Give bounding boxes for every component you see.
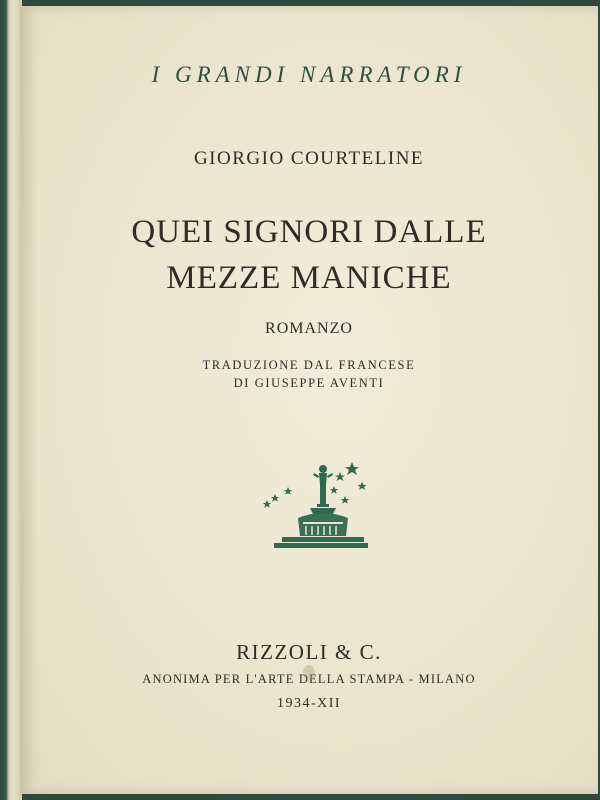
star-icon (345, 462, 359, 475)
publisher-name: RIZZOLI & C. (236, 640, 382, 664)
translation-credit-line-2: DI GIUSEPPE AVENTI (233, 376, 385, 390)
publication-year: 1934-XII (276, 696, 342, 711)
book-spine (0, 0, 22, 800)
paper-stain (303, 665, 315, 681)
title-page (20, 6, 598, 794)
genre-label: ROMANZO (265, 320, 353, 337)
fountain-with-stars-icon (248, 456, 368, 564)
series-name: I GRANDI NARRATORI (151, 62, 467, 87)
translation-credit-line-1: TRADUZIONE DAL FRANCESE (202, 358, 416, 372)
book-title-line-2: MEZZE MANICHE (166, 260, 452, 296)
book-title-line-1: QUEI SIGNORI DALLE (131, 214, 487, 250)
publisher-description: ANONIMA PER L'ARTE DELLA STAMPA - MILANO (142, 672, 476, 686)
author-name: GIORGIO COURTELINE (193, 148, 425, 169)
